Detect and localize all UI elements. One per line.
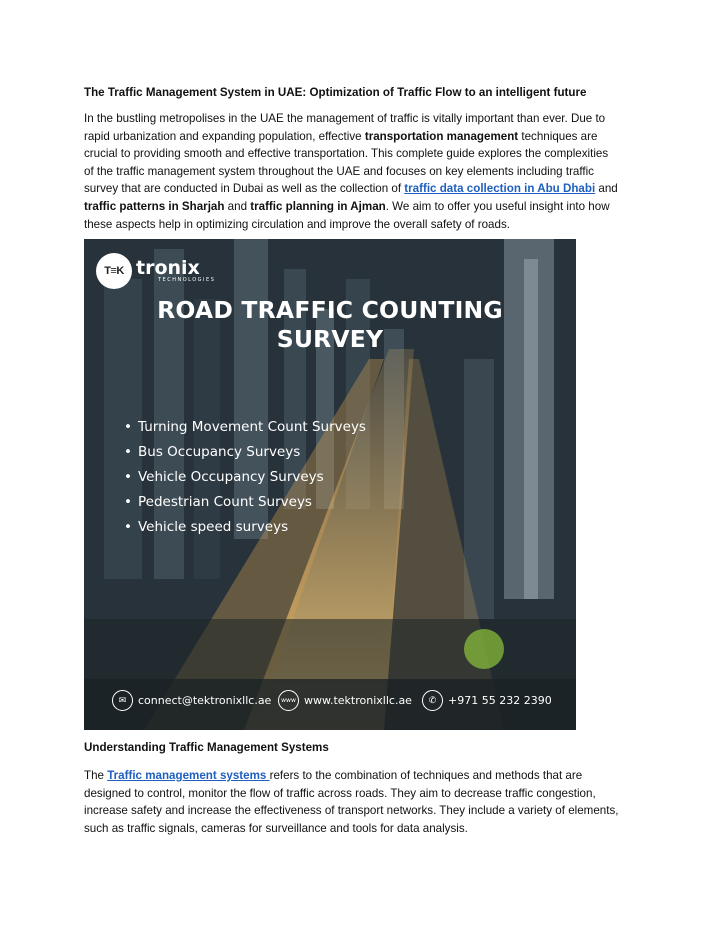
survey-banner-image [84,239,576,730]
intro-text: survey that are conducted in Dubai as well as the collection of [84,182,405,196]
logo-subtitle: TECHNOLOGIES [158,277,216,283]
bold-term: traffic patterns in Sharjah [84,199,225,213]
intro-line: crucial to providing smooth and effective transportation. This complete guide explores the complexities [84,147,609,161]
phone-icon: ✆ [422,690,443,711]
intro-text: and [224,199,251,213]
contact-bar [84,687,576,717]
tektronix-logo [96,253,215,289]
email-text: connect@tektronixllc.ae [138,694,272,707]
section-heading: Understanding Traffic Management Systems [84,741,329,754]
article-title: The Traffic Management System in UAE: Optimization of Traffic Flow to an intelligent future [84,86,587,99]
section-line: increase safety and increase the effectiveness of transport networks. They include a variety of elements, [84,804,619,818]
survey-item: • Vehicle speed surveys [124,515,366,540]
intro-line: these aspects help in optimizing circulation and improve the overall safety of roads. [84,217,510,231]
intro-paragraph [84,110,640,233]
intro-line: of the traffic management system throughout the UAE and focuses on key elements including traffic [84,164,594,178]
intro-text: rapid urbanization and expanding population, effective [84,129,365,143]
section-line [84,767,640,785]
section-line: designed to control, monitor the flow of traffic across roads. They aim to decrease traffic congestion, [84,786,596,800]
intro-line [84,180,640,198]
traffic-management-link[interactable]: Traffic management systems [107,769,270,782]
section-line: such as traffic signals, cameras for surveillance and tools for data analysis. [84,821,468,835]
intro-line [84,128,640,146]
bold-term: traffic planning in Ajman [250,199,386,213]
survey-item: • Bus Occupancy Surveys [124,440,366,465]
intro-text: and [595,182,618,196]
logo-badge: T≡K [96,253,132,289]
logo-wordmark [136,259,215,283]
section-text: refers to the combination of techniques and methods that are [269,769,583,782]
contact-website [278,690,412,711]
abu-dhabi-link[interactable]: traffic data collection in Abu Dhabi [404,182,596,196]
banner-title-line: ROAD TRAFFIC COUNTING [157,296,503,324]
mail-icon: ✉ [112,690,133,711]
logo-name: tronix [136,257,200,279]
survey-list [124,415,366,540]
phone-text: +971 55 232 2390 [448,694,552,707]
bold-term: transportation management [364,129,519,143]
banner-title [84,296,576,354]
contact-phone [422,690,552,711]
contact-email [112,690,271,711]
globe-icon: www [278,690,299,711]
survey-item: • Vehicle Occupancy Surveys [124,465,366,490]
banner-title-line: SURVEY [276,325,384,353]
survey-item: • Pedestrian Count Surveys [124,490,366,515]
section-paragraph [84,767,640,837]
intro-line: In the bustling metropolises in the UAE the management of traffic is vitally important than ever. Due to [84,112,606,125]
section-text: The [84,769,108,782]
intro-text: . We aim to offer you useful insight into how [385,199,610,213]
intro-text: techniques are [518,129,598,143]
intro-line [84,198,640,216]
survey-item: • Turning Movement Count Surveys [124,415,366,440]
website-text: www.tektronixllc.ae [304,694,412,707]
